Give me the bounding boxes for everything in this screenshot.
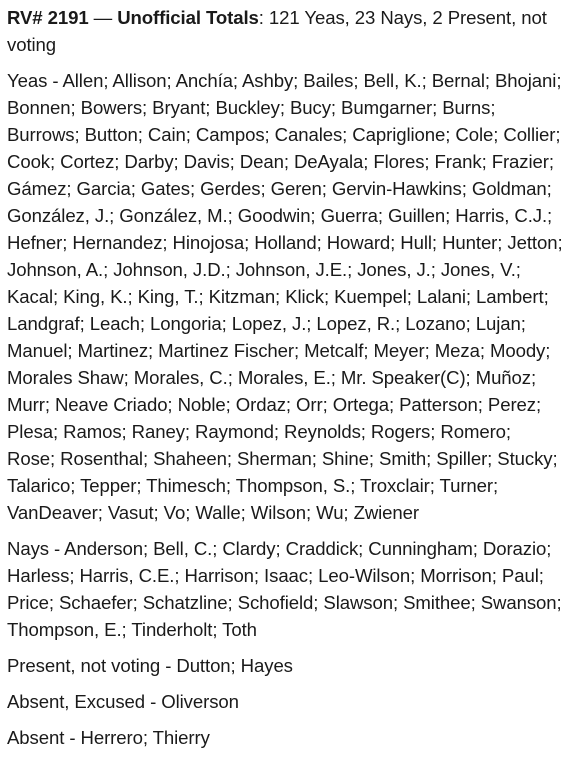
- record-vote-number: RV# 2191: [7, 7, 89, 28]
- yeas-list: Yeas - Allen; Allison; Anchía; Ashby; Bailes; Bell, K.; Bernal; Bhojani; Bonnen; Bowers; Bryant; Buckley; Bucy; Bumgarner; Burns; Burrows; Button; Cain; Campos; Canales; Capriglione; Cole; Collier; Cook; Cortez; Darby; Davis; Dean; DeAyala; Flores; Frank; Frazier; Gámez; Garcia; Gates; Gerdes; Geren; Gervin-Hawkins; Goldman; González, J.; González, M.; Goodwin; Guerra; Guillen; Harris, C.J.; Hefner; Hernandez; Hinojosa; Holland; Howard; Hull; Hunter; Jetton; Johnson, A.; Johnson, J.D.; Johnson, J.E.; Jones, J.; Jones, V.; Kacal; King, K.; King, T.; Kitzman; Klick; Kuempel; Lalani; Lambert; Landgraf; Leach; Longoria; Lopez, J.; Lopez, R.; Lozano; Lujan; Manuel; Martinez; Martinez Fischer; Metcalf; Meyer; Meza; Moody; Morales Shaw; Morales, C.; Morales, E.; Mr. Speaker(C); Muñoz; Murr; Neave Criado; Noble; Ordaz; Orr; Ortega; Patterson; Perez; Plesa; Ramos; Raney; Raymond; Reynolds; Rogers; Romero; Rose; Rosenthal; Shaheen; Sherman; Shine; Smith; Spiller; Stucky; Talarico; Tepper; Thimesch; Thompson, S.; Troxclair; Turner; VanDeaver; Vasut; Vo; Walle; Wilson; Wu; Zwiener: [7, 70, 563, 523]
- totals-label: Unofficial Totals: [117, 7, 259, 28]
- vote-record-document: [7, 0, 563, 751]
- present-not-voting-list: Present, not voting - Dutton; Hayes: [7, 655, 293, 676]
- nays-list: Nays - Anderson; Bell, C.; Clardy; Craddick; Cunningham; Dorazio; Harless; Harris, C.E.; Harrison; Isaac; Leo-Wilson; Morrison; Paul; Price; Schaefer; Schatzline; Schofield; Slawson; Smithee; Swanson; Thompson, E.; Tinderholt; Toth: [7, 538, 562, 640]
- absent-list: Absent - Herrero; Thierry: [7, 727, 210, 748]
- vote-header: [7, 4, 563, 58]
- totals-text: : 121 Yeas, 23 Nays, 2 Present, not voting: [7, 7, 547, 55]
- header-dash: —: [88, 7, 118, 28]
- absent-excused-list: Absent, Excused - Oliverson: [7, 691, 239, 712]
